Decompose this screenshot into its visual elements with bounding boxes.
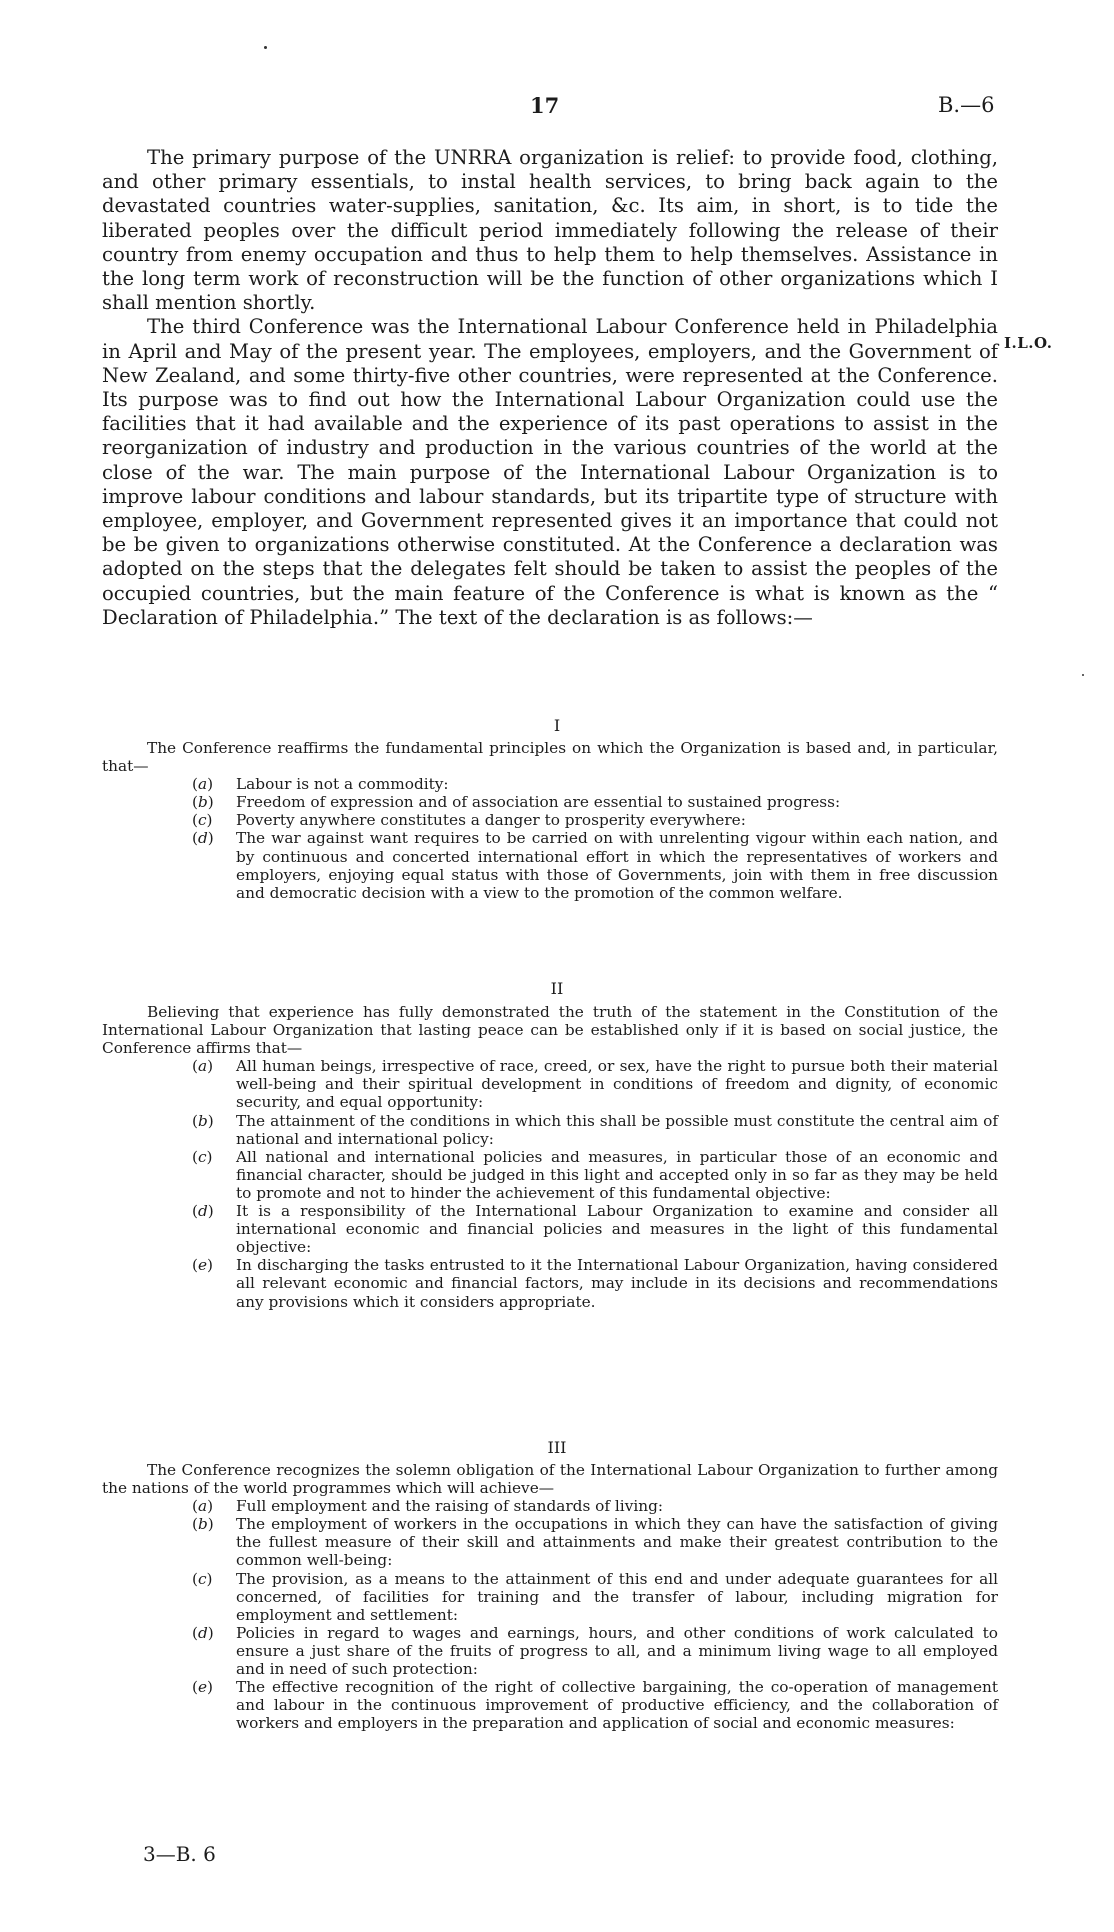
clause-label: (b) xyxy=(192,1515,214,1534)
page-number: 17 xyxy=(530,93,560,118)
clause-text: Labour is not a commodity: xyxy=(236,775,449,794)
body-text xyxy=(102,146,998,630)
clause-label: (c) xyxy=(192,1569,213,1588)
clause-label: (c) xyxy=(192,1147,213,1166)
clause-text: Policies in regard to wages and earnings, hours, and other conditions of work calculated to ensure a just share of the fruits of progress to all, and a minimum living wage to all employed and in need of such protection: xyxy=(236,1623,998,1679)
clause-item xyxy=(102,1148,998,1202)
document-reference: B.—6 xyxy=(938,93,995,117)
clause-label: (e) xyxy=(192,1256,213,1275)
clause-label: (e) xyxy=(192,1678,213,1697)
clause-item xyxy=(102,829,998,901)
clause-label: (d) xyxy=(192,829,214,848)
clause-label: (b) xyxy=(192,1111,214,1130)
clause-text: The provision, as a means to the attainment of this end and under adequate guarantees for all concerned, of facilities for training and the transfer of labour, including migration for employment and settlement: xyxy=(236,1569,998,1624)
clause-label: (d) xyxy=(192,1623,214,1642)
declaration-section xyxy=(102,1461,998,1732)
footer-signature: 3—B. 6 xyxy=(143,1842,216,1866)
clause-text: It is a responsibility of the International Labour Organization to examine and consider all international economic and financial policies and measures in the light of this fundamental objective: xyxy=(236,1202,998,1257)
clause-item xyxy=(102,1570,998,1624)
clause-label: (a) xyxy=(192,1057,214,1076)
clause-text: The attainment of the conditions in which this shall be possible must constitute the central aim of national and international policy: xyxy=(236,1111,998,1148)
clause-label: (b) xyxy=(192,793,214,812)
clause-item xyxy=(102,1624,998,1678)
paragraph-ilo-conference: The third Conference was the International Labour Conference held in Philadelphia in April and May of the present year. The employees, employers, and the Government of New Zealand, and some thirty-five other countries, were represented at the Conference. Its purpose was to find out how the International Labour Organization could use the facilities that it had available and the experience of its past operations to assist in the reorganization of industry and production in the various countries of the world at the close of the war. The main purpose of the International Labour Organization is to improve labour conditions and labour standards, but its tripartite type of structure with employee, employer, and Government represented gives it an importance that could not be be given to organizations otherwise constituted. At the Conference a declaration was adopted on the steps that the delegates felt should be taken to assist the peoples of the occupied countries, but the main feature of the Conference is what is known as the “ Declaration of Philadelphia.” The text of the declaration is as follows:— xyxy=(102,315,998,629)
clause-text: Poverty anywhere constitutes a danger to prosperity everywhere: xyxy=(236,811,746,830)
clause-item xyxy=(102,1112,998,1148)
clause-text: The effective recognition of the right of collective bargaining, the co-operation of management and labour in the continuous improvement of productive efficiency, and the collaboration of workers and employers in the preparation and application of social and economic measures: xyxy=(236,1678,998,1733)
clause-label: (d) xyxy=(192,1202,214,1221)
clause-item xyxy=(102,1256,998,1310)
clause-item xyxy=(102,1515,998,1569)
clause-item xyxy=(102,1497,998,1515)
section-intro: The Conference reaffirms the fundamental principles on which the Organization is based and, in particular, that— xyxy=(102,739,998,776)
clause-text: In discharging the tasks entrusted to it the International Labour Organization, having considered all relevant economic and financial factors, may include in its decisions and recommendations any provisions which it considers appropriate. xyxy=(236,1256,998,1311)
page-speck xyxy=(1082,674,1084,676)
section-numeral: III xyxy=(547,1438,567,1457)
section-numeral: II xyxy=(550,979,564,998)
clause-item xyxy=(102,775,998,793)
clause-item xyxy=(102,1202,998,1256)
clause-text: The war against want requires to be carried on with unrelenting vigour within each nation, and by continuous and concerted international effort in which the representatives of workers and employers, enjoying equal status with those of Governments, join with them in free discussion and democratic decision with a view to the promotion of the common welfare. xyxy=(236,829,998,902)
clause-text: All national and international policies and measures, in particular those of an economic and financial character, should be judged in this light and accepted only in so far as they may be held to promote and not to hinder the achievement of this fundamental objective: xyxy=(236,1147,998,1202)
declaration-section xyxy=(102,739,998,902)
clause-item xyxy=(102,1057,998,1111)
clause-label: (a) xyxy=(192,775,214,794)
section-intro: The Conference recognizes the solemn obligation of the International Labour Organization to further among the nations of the world programmes which will achieve— xyxy=(102,1461,998,1498)
page-speck xyxy=(264,46,267,49)
declaration-section xyxy=(102,1003,998,1311)
clause-text: The employment of workers in the occupations in which they can have the satisfaction of giving the fullest measure of their skill and attainments and make their greatest contribution to the common well-being: xyxy=(236,1515,998,1570)
clause-label: (c) xyxy=(192,811,213,830)
clause-item xyxy=(102,793,998,811)
clause-text: Full employment and the raising of standards of living: xyxy=(236,1497,664,1516)
clause-list xyxy=(102,1497,998,1732)
section-intro: Believing that experience has fully demonstrated the truth of the statement in the Constitution of the International Labour Organization that lasting peace can be established only if it is based on social justice, the Conference affirms that— xyxy=(102,1003,998,1058)
section-numeral: I xyxy=(553,716,561,735)
clause-list xyxy=(102,1057,998,1310)
paragraph-unrra: The primary purpose of the UNRRA organization is relief: to provide food, clothing, and other primary essentials, to instal health services, to bring back again to the devastated countries water-supplies, sanitation, &c. Its aim, in short, is to tide the liberated peoples over the difficult period immediately following the release of their country from enemy occupation and thus to help them to help themselves. Assistance in the long term work of reconstruction will be the function of other organizations which I shall mention shortly. xyxy=(102,146,998,315)
clause-text: All human beings, irrespective of race, creed, or sex, have the right to pursue both their material well-being and their spiritual development in conditions of freedom and dignity, of economic security, and equal opportunity: xyxy=(236,1057,998,1112)
clause-item xyxy=(102,811,998,829)
clause-list xyxy=(102,775,998,902)
clause-label: (a) xyxy=(192,1497,214,1516)
margin-note: I.L.O. xyxy=(1004,334,1053,352)
clause-item xyxy=(102,1678,998,1732)
clause-text: Freedom of expression and of association are essential to sustained progress: xyxy=(236,793,841,812)
